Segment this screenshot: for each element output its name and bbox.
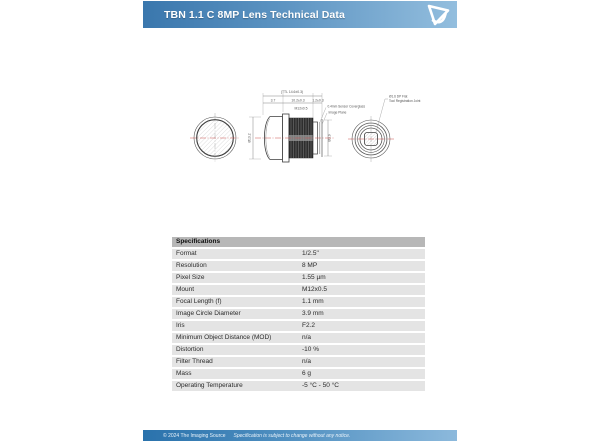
table-row xyxy=(172,357,425,367)
spec-value: -10 % xyxy=(302,346,319,353)
dim-seg3: 1.2±0.3 xyxy=(312,98,324,103)
table-row xyxy=(172,273,425,283)
document-sheet xyxy=(143,0,457,444)
spec-value: 3.9 mm xyxy=(302,310,324,317)
spec-label: Mount xyxy=(176,286,195,293)
dim-seg1: 3.7 xyxy=(270,98,276,103)
table-row xyxy=(172,381,425,391)
page-title: TBN 1.1 C 8MP Lens Technical Data xyxy=(164,8,345,21)
spec-value: M12x0.5 xyxy=(302,286,327,293)
spec-value: 6 g xyxy=(302,370,312,377)
label-image-plane: Image Plane xyxy=(328,110,347,115)
spec-label: Mass xyxy=(176,370,192,377)
dim-dia-right: Ø3.9 xyxy=(327,134,332,142)
label-coverglass: 0.4mm Sensor Coverglass xyxy=(327,104,366,109)
rear-annotation-line2: Tool Registration Joint xyxy=(389,99,421,103)
spec-value: 1.55 µm xyxy=(302,274,326,281)
footer-bar xyxy=(143,430,457,441)
table-row xyxy=(172,369,425,379)
spec-value: 8 MP xyxy=(302,262,318,269)
spec-value: n/a xyxy=(302,358,312,365)
spec-value: F2.2 xyxy=(302,322,316,329)
spec-label: Pixel Size xyxy=(176,274,205,281)
spec-label: Focal Length (f) xyxy=(176,298,222,305)
header-bar xyxy=(143,1,457,28)
spec-label: Iris xyxy=(176,322,185,329)
specifications-table xyxy=(172,237,425,391)
spec-value: 1.1 mm xyxy=(302,298,324,305)
spec-label: Resolution xyxy=(176,262,207,269)
table-row xyxy=(172,333,425,343)
dim-dia-left: Ø13.2 xyxy=(247,133,252,143)
table-header: Specifications xyxy=(172,237,425,247)
dim-ttl: (TTL 14.6±0.3) xyxy=(280,90,304,94)
spec-label: Format xyxy=(176,250,197,257)
thread-spec-label: M12x0.5 xyxy=(294,106,308,111)
table-row xyxy=(172,249,425,259)
rear-annotation-line1: Ø1.6 DP Flat xyxy=(389,94,408,99)
spec-label: Minimum Object Distance (MOD) xyxy=(176,334,272,341)
spec-label: Operating Temperature xyxy=(176,382,243,389)
spec-value: n/a xyxy=(302,334,312,341)
spec-value: 1/2.5" xyxy=(302,250,319,257)
technical-drawing xyxy=(143,60,457,220)
spec-value: -5 °C - 50 °C xyxy=(302,382,339,389)
side-view xyxy=(248,90,366,162)
table-row xyxy=(172,285,425,295)
table-row xyxy=(172,321,425,331)
footer-notice: Specification is subject to change without any notice. xyxy=(233,432,351,439)
imaging-source-logo-icon xyxy=(426,3,452,27)
table-row xyxy=(172,261,425,271)
spec-label: Distortion xyxy=(176,346,204,353)
footer-copyright: © 2024 The Imaging Source xyxy=(163,432,226,439)
spec-label: Image Circle Diameter xyxy=(176,310,241,317)
spec-label: Filter Thread xyxy=(176,358,213,365)
dim-seg2: 10.2±0.3 xyxy=(291,98,305,103)
front-view xyxy=(190,113,240,163)
table-row xyxy=(172,309,425,319)
table-row xyxy=(172,345,425,355)
table-row xyxy=(172,297,425,307)
